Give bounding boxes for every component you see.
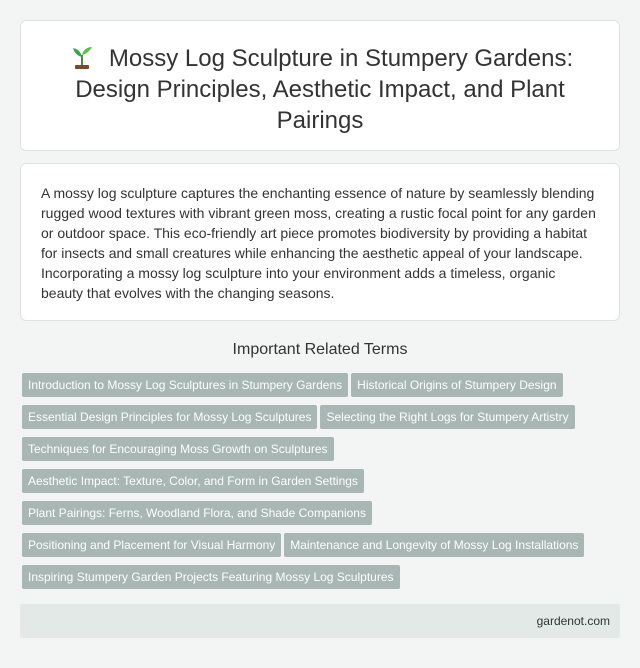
related-terms-list — [20, 373, 624, 597]
page-title-text: Mossy Log Sculpture in Stumpery Gardens: Design Principles, Aesthetic Impact, and Plant Pairings — [75, 45, 574, 134]
intro-card — [20, 163, 620, 321]
footer-bar — [20, 604, 620, 638]
related-term-tag[interactable]: Aesthetic Impact: Texture, Color, and Form in Garden Settings — [22, 469, 364, 493]
related-term-tag[interactable]: Introduction to Mossy Log Sculptures in Stumpery Gardens — [22, 373, 348, 397]
related-term-tag[interactable]: Selecting the Right Logs for Stumpery Artistry — [320, 405, 574, 429]
related-term-tag[interactable]: Techniques for Encouraging Moss Growth on Sculptures — [22, 437, 334, 461]
intro-paragraph: A mossy log sculpture captures the enchanting essence of nature by seamlessly blending rugged wood textures with vibrant green moss, creating a rustic focal point for any garden or outdoor space. This eco-friendly art piece promotes biodiversity by providing a habitat for insects and small creatures while enhancing the aesthetic appeal of your landscape. Incorporating a mossy log sculpture into your environment adds a timeless, organic beauty that evolves with the changing seasons. — [41, 185, 596, 301]
related-terms-heading: Important Related Terms — [232, 341, 408, 358]
related-term-tag[interactable]: Plant Pairings: Ferns, Woodland Flora, and Shade Companions — [22, 501, 372, 525]
related-term-tag[interactable]: Historical Origins of Stumpery Design — [351, 373, 562, 397]
related-term-tag[interactable]: Maintenance and Longevity of Mossy Log Installations — [284, 533, 584, 557]
sprout-icon — [67, 45, 97, 69]
related-term-tag[interactable]: Essential Design Principles for Mossy Log Sculptures — [22, 405, 317, 429]
title-card — [20, 20, 620, 151]
related-term-tag[interactable]: Positioning and Placement for Visual Harmony — [22, 533, 281, 557]
related-term-tag[interactable]: Inspiring Stumpery Garden Projects Featuring Mossy Log Sculptures — [22, 565, 400, 589]
footer-site-link[interactable]: gardenot.com — [536, 614, 610, 628]
page-title — [41, 43, 599, 136]
